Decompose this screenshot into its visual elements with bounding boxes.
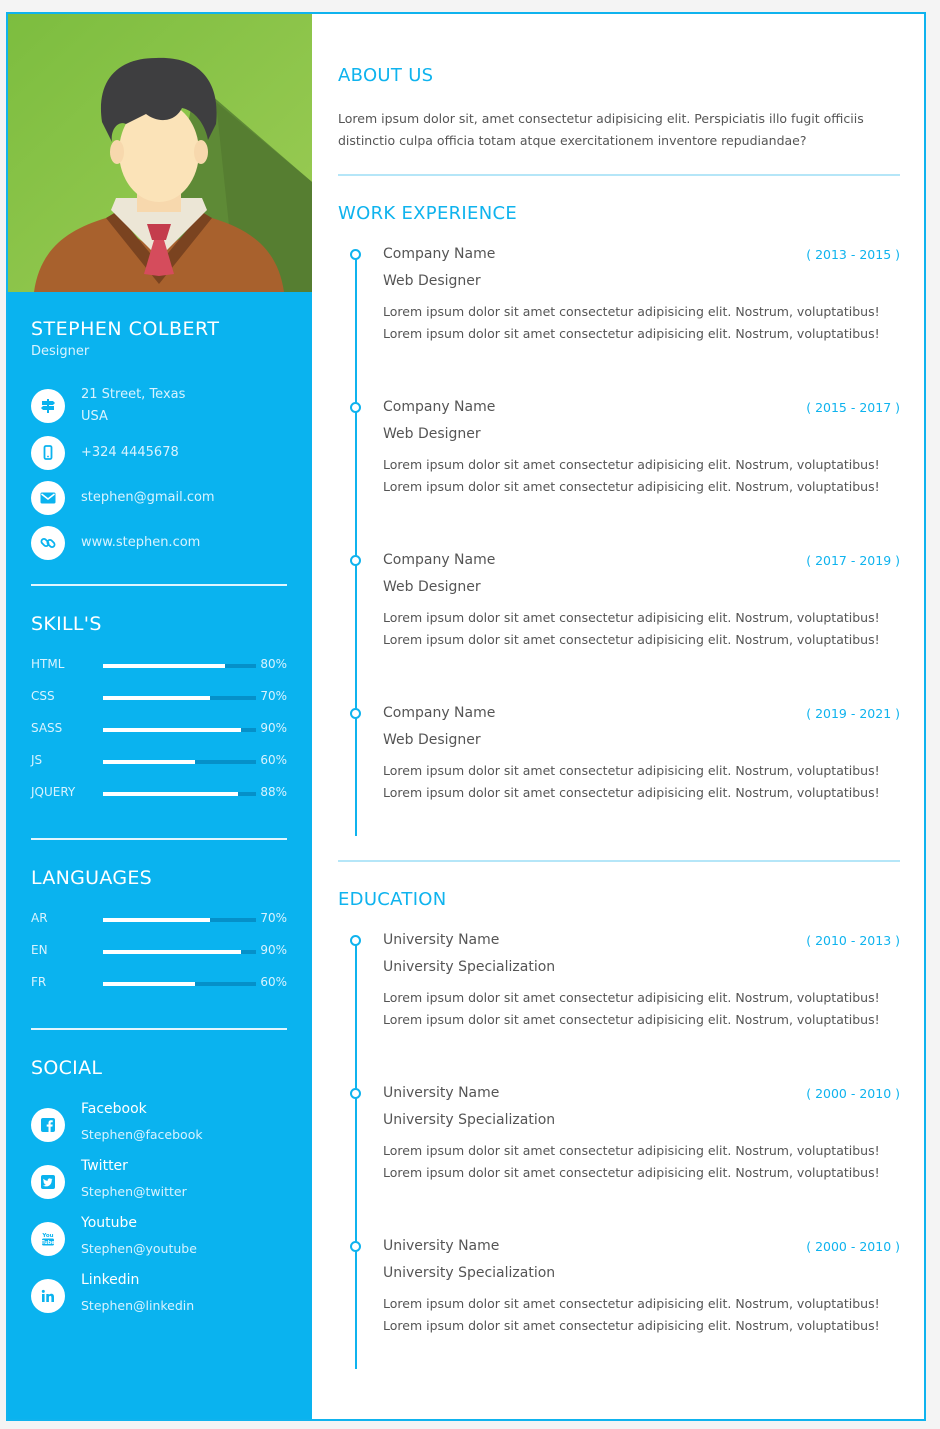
languages-percent: 60% [260, 975, 287, 989]
skills-row [31, 657, 287, 673]
progress-bar-fill [103, 918, 210, 922]
svg-text:Tube: Tube [41, 1240, 55, 1246]
languages-label: AR [31, 911, 48, 925]
main-content [312, 12, 926, 1421]
phone-icon [31, 436, 65, 470]
work-entry-subtitle: Web Designer [383, 426, 481, 442]
timeline-dot [350, 555, 361, 566]
social-linkedin[interactable] [31, 1271, 194, 1314]
svg-text:You: You [42, 1233, 54, 1239]
timeline-dot [350, 1088, 361, 1099]
progress-bar-fill [103, 950, 241, 954]
divider [31, 584, 287, 586]
skills-label: SASS [31, 721, 63, 735]
work-entry-description: Lorem ipsum dolor sit amet consectetur adipisicing elit. Nostrum, voluptatibus! Lorem ipsum dolor sit amet consectetur adipisicing elit. Nostrum, voluptatibus! [383, 763, 880, 800]
avatar-illustration [6, 12, 312, 292]
facebook-icon [31, 1108, 65, 1142]
skills-row [31, 721, 287, 737]
social-linkedin-handle: Stephen@linkedin [81, 1298, 195, 1313]
about-title: ABOUT US [338, 65, 434, 86]
contact-email-text[interactable]: stephen@gmail.com [81, 490, 215, 505]
education-entry-date: ( 2010 - 2013 ) [806, 933, 900, 948]
social-facebook-name: Facebook [81, 1101, 147, 1117]
signpost-icon [31, 389, 65, 423]
skills-row [31, 785, 287, 801]
education-entry-date: ( 2000 - 2010 ) [806, 1239, 900, 1254]
progress-bar-fill [103, 792, 238, 796]
mail-icon [31, 481, 65, 515]
social-facebook-handle: Stephen@facebook [81, 1127, 203, 1142]
languages-row [31, 975, 287, 991]
timeline-dot [350, 249, 361, 260]
timeline-dot [350, 708, 361, 719]
profile-photo [6, 12, 312, 292]
progress-bar [103, 792, 256, 796]
progress-bar [103, 918, 256, 922]
skills-row [31, 689, 287, 705]
profile-role: Designer [31, 344, 90, 359]
skills-row [31, 753, 287, 769]
divider [31, 1028, 287, 1030]
about-text: Lorem ipsum dolor sit, amet consectetur adipisicing elit. Perspiciatis illo fugit officiis distinctio culpa officia totam atque exercitationem inventore repudiandae? [338, 111, 864, 148]
progress-bar [103, 950, 256, 954]
social-youtube-handle: Stephen@youtube [81, 1241, 197, 1256]
work-entry-subtitle: Web Designer [383, 579, 481, 595]
contact-address [31, 384, 185, 428]
work-entry-date: ( 2013 - 2015 ) [806, 247, 900, 262]
languages-percent: 90% [260, 943, 287, 957]
resume [6, 12, 926, 1421]
work-timeline-line [355, 252, 357, 836]
divider [31, 838, 287, 840]
divider [338, 174, 900, 176]
languages-title: LANGUAGES [31, 867, 153, 889]
work-title: WORK EXPERIENCE [338, 203, 518, 224]
progress-bar [103, 696, 256, 700]
contact-address-line2: USA [81, 409, 108, 424]
progress-bar-fill [103, 982, 195, 986]
youtube-icon [31, 1222, 65, 1256]
education-title: EDUCATION [338, 889, 447, 910]
work-entry-date: ( 2017 - 2019 ) [806, 553, 900, 568]
work-entry-description: Lorem ipsum dolor sit amet consectetur adipisicing elit. Nostrum, voluptatibus! Lorem ipsum dolor sit amet consectetur adipisicing elit. Nostrum, voluptatibus! [383, 610, 880, 647]
skills-percent: 70% [260, 689, 287, 703]
languages-row [31, 911, 287, 927]
work-entry-date: ( 2015 - 2017 ) [806, 400, 900, 415]
work-entry-description: Lorem ipsum dolor sit amet consectetur adipisicing elit. Nostrum, voluptatibus! Lorem ipsum dolor sit amet consectetur adipisicing elit. Nostrum, voluptatibus! [383, 304, 880, 341]
education-timeline-line [355, 938, 357, 1369]
education-entry-description: Lorem ipsum dolor sit amet consectetur adipisicing elit. Nostrum, voluptatibus! Lorem ipsum dolor sit amet consectetur adipisicing elit. Nostrum, voluptatibus! [383, 1143, 880, 1180]
social-twitter-handle: Stephen@twitter [81, 1184, 187, 1199]
work-entry-date: ( 2019 - 2021 ) [806, 706, 900, 721]
skills-percent: 80% [260, 657, 287, 671]
social-twitter-name: Twitter [81, 1158, 128, 1174]
contact-phone-text: +324 4445678 [81, 445, 179, 460]
contact-website [31, 526, 200, 560]
work-entry-subtitle: Web Designer [383, 732, 481, 748]
progress-bar-fill [103, 696, 210, 700]
education-entry-title: University Name [383, 1238, 500, 1254]
social-youtube[interactable] [31, 1214, 197, 1257]
contact-email [31, 481, 215, 515]
progress-bar-fill [103, 664, 225, 668]
timeline-dot [350, 935, 361, 946]
education-entry-description: Lorem ipsum dolor sit amet consectetur adipisicing elit. Nostrum, voluptatibus! Lorem ipsum dolor sit amet consectetur adipisicing elit. Nostrum, voluptatibus! [383, 1296, 880, 1333]
social-facebook[interactable] [31, 1100, 203, 1143]
languages-row [31, 943, 287, 959]
languages-label: FR [31, 975, 47, 989]
sidebar [6, 12, 312, 1421]
timeline-dot [350, 1241, 361, 1252]
progress-bar-fill [103, 760, 195, 764]
social-youtube-name: Youtube [81, 1215, 137, 1231]
twitter-icon [31, 1165, 65, 1199]
work-entry-title: Company Name [383, 399, 496, 415]
contact-website-text[interactable]: www.stephen.com [81, 535, 201, 550]
social-twitter[interactable] [31, 1157, 187, 1200]
progress-bar [103, 982, 256, 986]
linkedin-icon [31, 1279, 65, 1313]
education-entry-title: University Name [383, 932, 500, 948]
skills-label: HTML [31, 657, 65, 671]
languages-label: EN [31, 943, 48, 957]
progress-bar-fill [103, 728, 241, 732]
contact-phone [31, 436, 179, 470]
education-entry-date: ( 2000 - 2010 ) [806, 1086, 900, 1101]
divider [338, 860, 900, 862]
skills-percent: 90% [260, 721, 287, 735]
skills-label: JS [31, 753, 43, 767]
education-entry-subtitle: University Specialization [383, 959, 556, 975]
profile-name: STEPHEN COLBERT [31, 318, 220, 340]
skills-percent: 60% [260, 753, 287, 767]
education-entry-subtitle: University Specialization [383, 1265, 556, 1281]
skills-label: CSS [31, 689, 55, 703]
work-entry-title: Company Name [383, 705, 496, 721]
social-title: SOCIAL [31, 1057, 103, 1079]
education-entry-title: University Name [383, 1085, 500, 1101]
link-icon [31, 526, 65, 560]
progress-bar [103, 664, 256, 668]
skills-title: SKILL'S [31, 613, 102, 635]
work-entry-title: Company Name [383, 246, 496, 262]
social-linkedin-name: Linkedin [81, 1272, 140, 1288]
progress-bar [103, 760, 256, 764]
work-entry-subtitle: Web Designer [383, 273, 481, 289]
education-entry-description: Lorem ipsum dolor sit amet consectetur adipisicing elit. Nostrum, voluptatibus! Lorem ipsum dolor sit amet consectetur adipisicing elit. Nostrum, voluptatibus! [383, 990, 880, 1027]
progress-bar [103, 728, 256, 732]
skills-label: JQUERY [31, 785, 76, 799]
education-entry-subtitle: University Specialization [383, 1112, 556, 1128]
contact-address-line1: 21 Street, Texas [81, 387, 186, 402]
timeline-dot [350, 402, 361, 413]
skills-percent: 88% [260, 785, 287, 799]
work-entry-description: Lorem ipsum dolor sit amet consectetur adipisicing elit. Nostrum, voluptatibus! Lorem ipsum dolor sit amet consectetur adipisicing elit. Nostrum, voluptatibus! [383, 457, 880, 494]
languages-percent: 70% [260, 911, 287, 925]
work-entry-title: Company Name [383, 552, 496, 568]
